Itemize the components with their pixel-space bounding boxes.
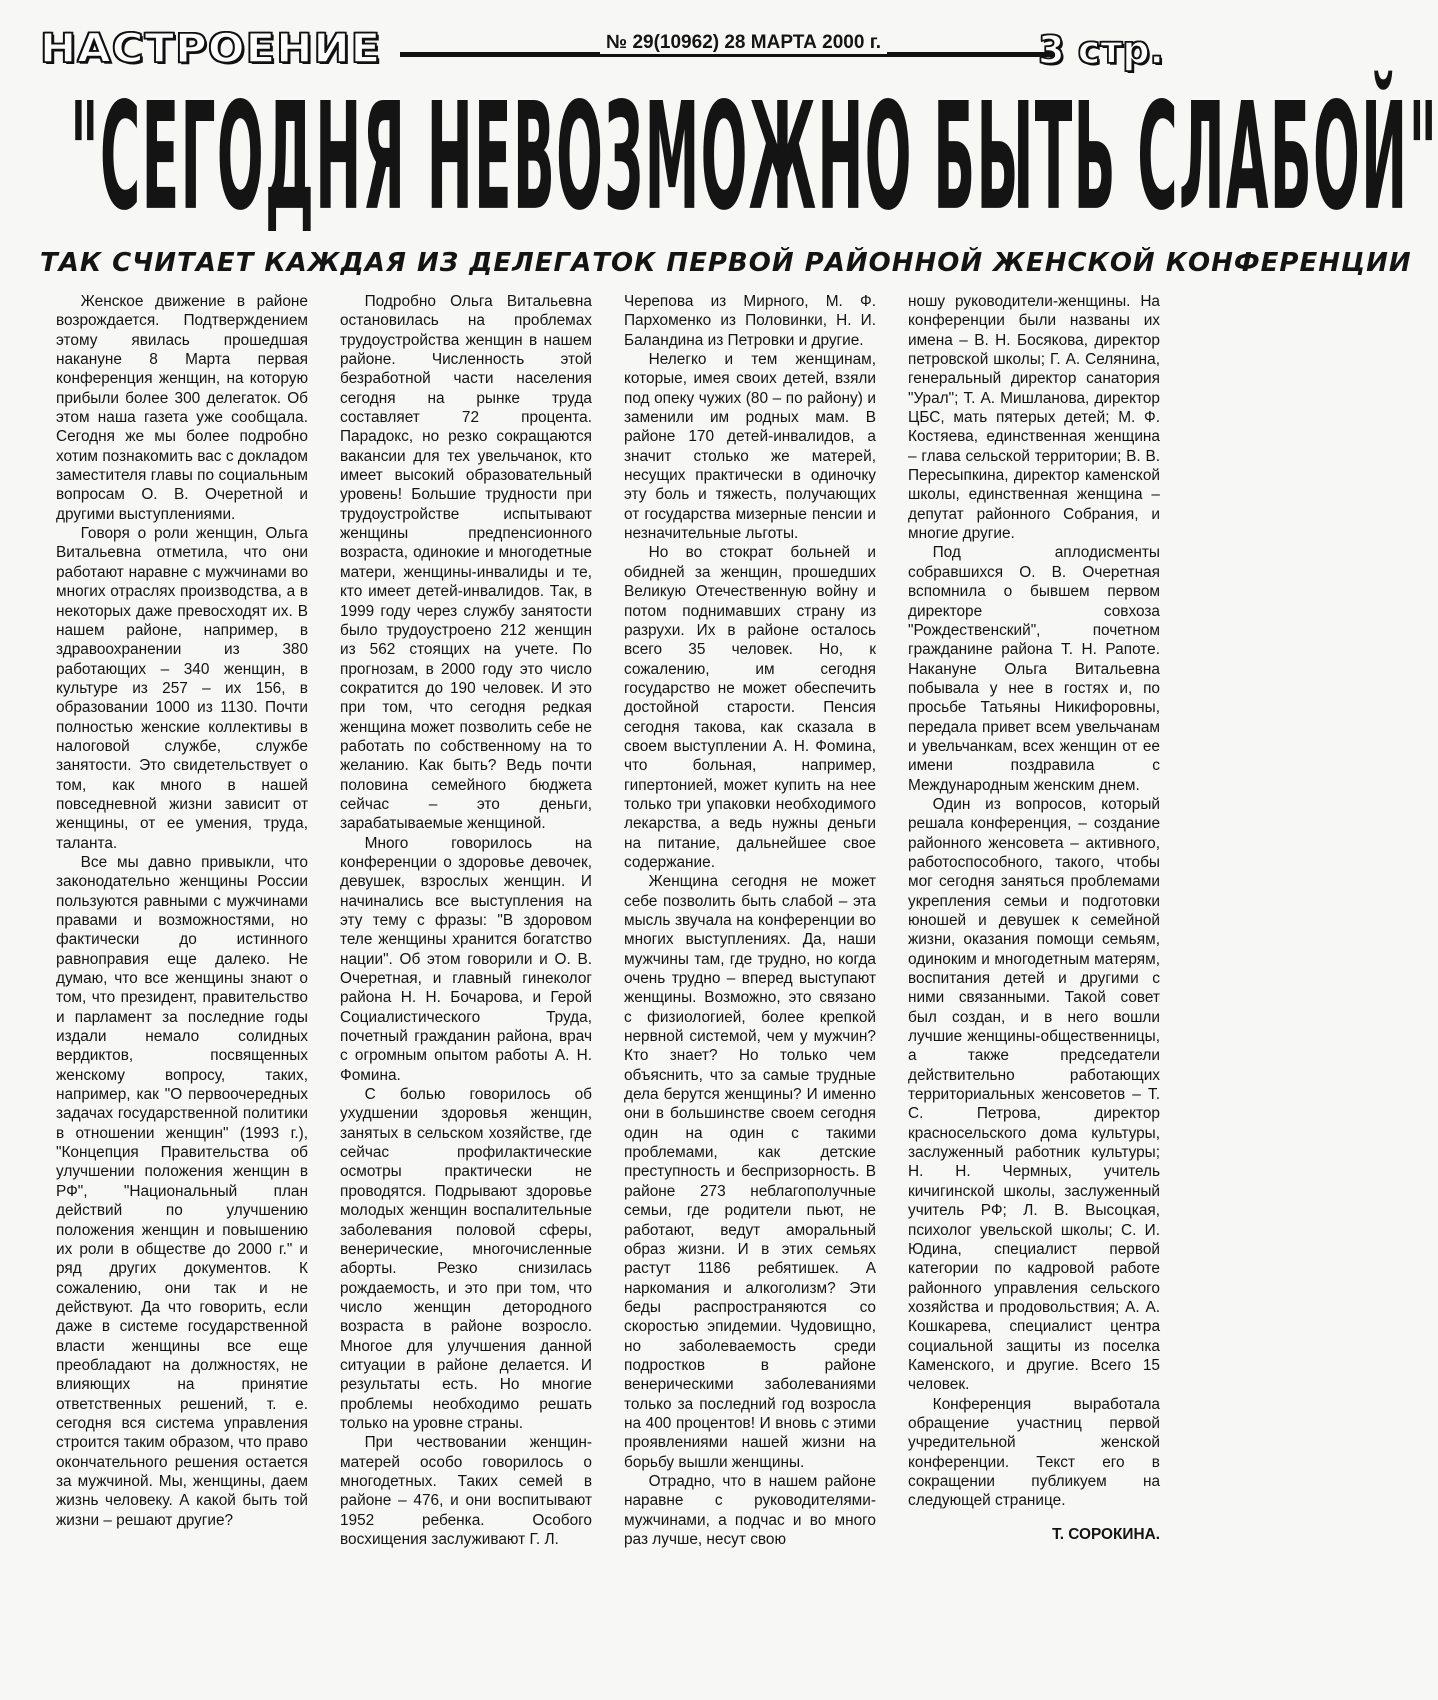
subheadline: ТАК СЧИТАЕТ КАЖДАЯ ИЗ ДЕЛЕГАТОК ПЕРВОЙ РАЙОННОЙ ЖЕНСКОЙ КОНФЕРЕНЦИИ bbox=[40, 248, 1412, 278]
paragraph: ношу руководители-женщины. На конференции были названы их имена – В. Н. Босякова, директор петровской школы; Г. А. Селянина, генеральный директор санатория "Урал"; Т. А. Мишланова, директор ЦБС, мать пятерых детей; М. Ф. Костяева, единственная женщина – глава сельской территории; В. В. Пересыпкина, директор каменской школы, единственная женщина – депутат районного Собрания, и многие другие. bbox=[908, 293, 1160, 543]
paragraph: Нелегко и тем женщинам, которые, имея своих детей, взяли под опеку чужих (80 – по району) и заменили им родных мам. В районе 170 детей-инвалидов, а значит столько же матерей, несущих практически в одиночку эту боль и тяжесть, получающих от государства мизерные пенсии и незначительные льготы. bbox=[624, 351, 876, 543]
paragraph: Много говорилось на конференции о здоровье девочек, девушек, взрослых женщин. И начинались все выступления на эту тему с фразы: "В здоровом теле женщины хранится богатство нации". Об этом говорили и О. В. Очеретная, и главный гинеколог района Н. Н. Бочарова, и Герой Социалистического Труда, почетный гражданин района, врач с огромным опытом работы А. Н. Фомина. bbox=[340, 834, 592, 1084]
issue-info: № 29(10962) 28 МАРТА 2000 г. bbox=[600, 32, 887, 54]
article-column-2 bbox=[340, 292, 592, 1672]
page-number: 3 стр. bbox=[1038, 28, 1164, 72]
paragraph: Конференция выработала обращение участниц первой учредительной женской конференции. Текст его в сокращении публикуем на следующей странице. bbox=[908, 1395, 1160, 1510]
paragraph: Все мы давно привыкли, что законодательно женщины России пользуются равными с мужчинами правами и возможностями, но фактически до истинного равноправия еще далеко. Не думаю, что все женщины знают о том, что президент, правительство и парламент за последние годы издали немало солидных вердиктов, посвященных женскому вопросу, таких, например, как "О первоочередных задачах государственной политики в отношении женщин" (1993 г.), "Концепция Правительства об улучшении положения женщин в РФ", "Национальный план действий по улучшению положения женщин и повышению их роли в обществе до 2000 г." и ряд других документов. К сожалению, они так и не действуют. Да что говорить, если даже в системе государственной власти женщины все еще преобладают на должностях, не влияющих на принятие ответственных решений, т. е. сегодня вся система управления строится таким образом, что право окончательного решения остается за мужчиной. Мы, женщины, даем жизнь человеку. А какой быть той жизни – решают другие? bbox=[56, 853, 308, 1529]
article-column-1 bbox=[56, 292, 308, 1672]
paragraph: Отрадно, что в нашем районе наравне с руководителями-мужчинами, а подчас и во много раз лучше, несут свою bbox=[624, 1472, 876, 1548]
paragraph: Но во стократ больней и обидней за женщин, прошедших Великую Отечественную войну и потом поднимавших страну из разрухи. Их в районе осталось всего 35 человек. Но, к сожалению, им сегодня государство не может обеспечить достойной старости. Пенсия сегодня такова, как сказала в своем выступлении А. Н. Фомина, что больная, например, гипертонией, может купить на нее только три упаковки необходимого лекарства, а ведь нужны деньги на питание, дальнейшее свое содержание. bbox=[624, 544, 876, 871]
paragraph: Под аплодисменты собравшихся О. В. Очеретная вспомнила о бывшем первом директоре совхоза "Рождественский", почетном гражданине района Т. Н. Рапоте. Накануне Ольга Витальевна побывала у нее в гостях и, по просьбе Татьяны Никифоровны, передала привет всем увельчанам и увельчанкам, всех женщин от ее имени поздравила с Международным женским днем. bbox=[908, 544, 1160, 794]
paragraph: Один из вопросов, который решала конференция, – создание районного женсовета – активного, работоспособного, такого, чтобы мог сегодня заняться проблемами укрепления семьи и подготовки юношей и девушек к семейной жизни, оказания помощи семьям, одиноким и многодетным матерям, воспитания детей и другими с ними связанными. Такой совет был создан, и в него вошли лучшие женщины-общественницы, а также председатели действительно работающих территориальных женсоветов – Т. С. Петрова, директор красносельского дома культуры, заслуженный работник культуры; Н. Н. Чермных, учитель кичигинской школы, заслуженный учитель РФ; Л. В. Высоцкая, психолог увельской школы; С. И. Юдина, специалист первой категории по кадровой работе районного управления сельского хозяйства и продовольствия; А. А. Кошкарева, специалист центра социальной защиты из поселка Каменского, и другие. Всего 15 человек. bbox=[908, 795, 1160, 1394]
article-column-4 bbox=[908, 292, 1160, 1672]
paragraph: При чествовании женщин-матерей особо говорилось о многодетных. Таких семей в районе – 476, и они воспитывают 1952 ребенка. Особого восхищения заслуживают Г. Л. bbox=[340, 1434, 592, 1548]
paragraph: Говоря о роли женщин, Ольга Витальевна отметила, что они работают наравне с мужчинами во многих отраслях производства, а в некоторых даже превосходят их. В нашем районе, например, в здравоохранении из 380 работающих – 340 женщин, в культуре из 257 – их 156, в образовании 1000 из 1130. Почти полностью женские коллективы в налоговой службе, службе занятости. Это свидетельствует о том, как много в нашей повседневной жизни зависит от женщины, от ее умения, труда, таланта. bbox=[56, 525, 308, 852]
paragraph: Черепова из Мирного, М. Ф. Пархоменко из Половинки, Н. И. Баландина из Петровки и другие. bbox=[624, 293, 876, 349]
author-signature: Т. СОРОКИНА. bbox=[1052, 1525, 1160, 1543]
headline bbox=[70, 71, 1438, 244]
paragraph: Подробно Ольга Витальевна остановилась на проблемах трудоустройства женщин в нашем районе. Численность этой безработной части населения сегодня на рынке труда составляет 72 процента. Парадокс, но резко сокращаются вакансии для тех увельчанок, кто имеет высокий образовательный уровень! Большие трудности при трудоустройстве испытывают женщины предпенсионного возраста, одинокие и многодетные матери, женщины-инвалиды и те, кто имеет детей-инвалидов. Так, в 1999 году через службу занятости было трудоустроено 212 женщин из 562 стоящих на учете. По прогнозам, в 2000 году это число сократится до 190 человек. И это при том, что сегодня редкая женщина может позволить себе не работать по собственному на то желанию. Как быть? Ведь почти половина семейного бюджета сейчас – это деньги, зарабатываемые женщиной. bbox=[340, 293, 592, 833]
article-column-3 bbox=[624, 292, 876, 1672]
article-body bbox=[56, 292, 1160, 1672]
paragraph: Женское движение в районе возрождается. Подтверждением этому явилась прошедшая накануне 8 Марта первая конференция женщин, на которую прибыли более 300 делегаток. Об этом наша газета уже сообщала. Сегодня же мы более подробно хотим познакомить вас с докладом заместителя главы по социальным вопросам О. В. Очеретной и другими выступлениями. bbox=[56, 293, 308, 523]
paragraph: С болью говорилось об ухудшении здоровья женщин, занятых в сельском хозяйстве, где сейчас профилактические осмотры практически не проводятся. Подрывают здоровье молодых женщин воспалительные заболевания половой сферы, венерические, многочисленные аборты. Резко снизилась рождаемость, и это при том, что число женщин детородного возраста в районе возросло. Многое для улучшения данной ситуации в районе делается. И результаты есть. Но многие проблемы необходимо решать только на уровне страны. bbox=[340, 1086, 592, 1432]
headline-text: "СЕГОДНЯ НЕВОЗМОЖНО БЫТЬ СЛАБОЙ" bbox=[70, 71, 1438, 244]
paragraph: Женщина сегодня не может себе позволить быть слабой – эта мысль звучала на конференции во многих выступлениях. Да, наши мужчины там, где трудно, но когда очень трудно – вперед выступают женщины. Возможно, это связано с физиологией, более крепкой нервной системой, чем у мужчин? Кто знает? Но только чем объяснить, что за самые трудные дела берутся женщины? И именно они в большинстве своем сегодня один на один с такими проблемами, как детские преступность и беспризорность. В районе 273 неблагополучные семьи, где родители пьют, не работают, ведут аморальный образ жизни. И в этих семьях растут 1186 ребятишек. А наркомания и алкоголизм? Эти беды распространяются со скоростью эпидемии. Чудовищно, но заболеваемость среди подростков в районе венерическими заболеваниями только за последний год возросла на 400 процентов! И вновь с этими проявлениями нашей жизни на борьбу вышли женщины. bbox=[624, 873, 876, 1471]
section-rubric: НАСТРОЕНИЕ bbox=[40, 26, 382, 72]
